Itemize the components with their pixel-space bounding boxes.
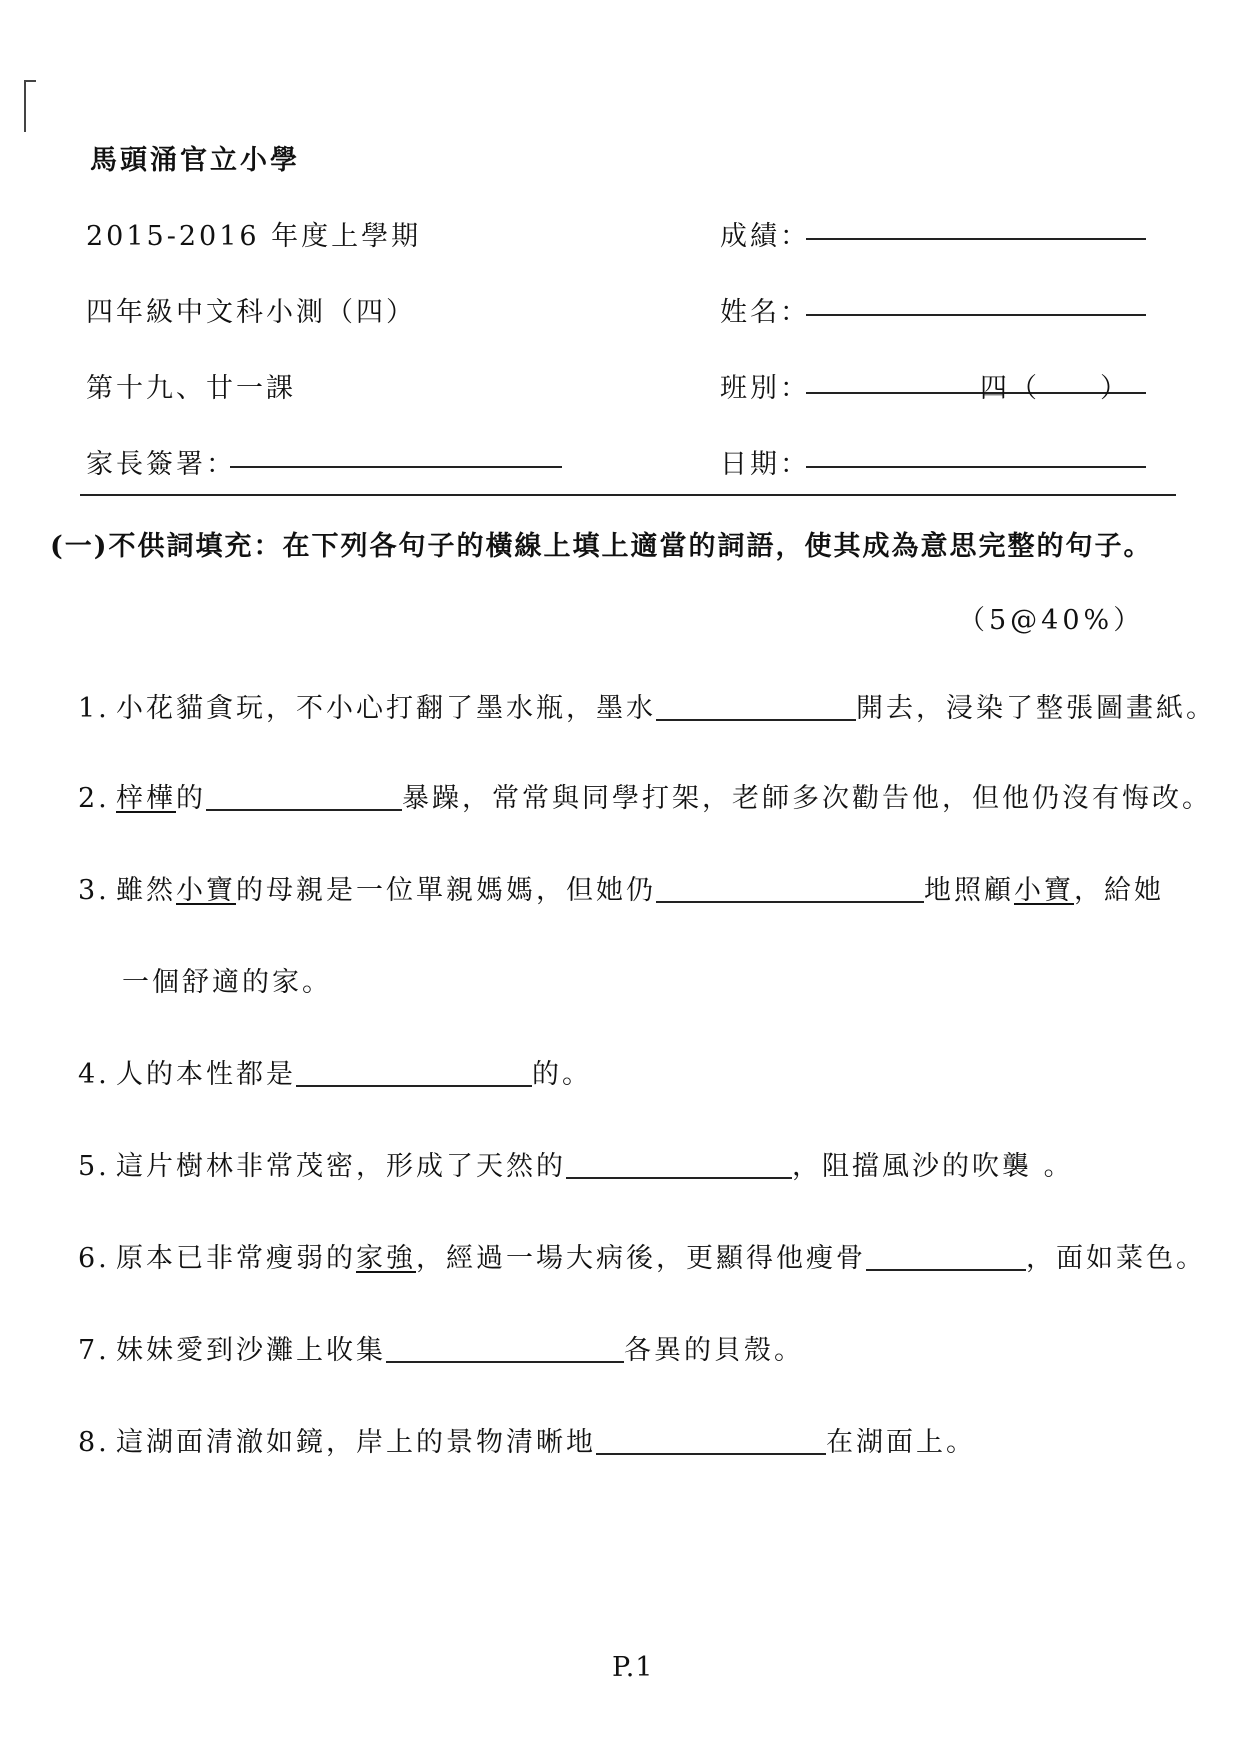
- proper-name: 小寶: [176, 875, 236, 906]
- question-number: 5.: [78, 1151, 110, 1182]
- name-field[interactable]: [806, 314, 1146, 316]
- question-6: 6. 原本已非常瘦弱的家強，經過一場大病後，更顯得他瘦骨 ，面如菜色。: [78, 1243, 1206, 1274]
- date-field[interactable]: [806, 466, 1146, 468]
- question-number: 8.: [78, 1427, 110, 1458]
- question-4: 4. 人的本性都是 的。: [78, 1059, 592, 1090]
- parent-sign-field[interactable]: [230, 466, 562, 468]
- page-number: P.1: [612, 1652, 654, 1683]
- score-field[interactable]: [806, 238, 1146, 240]
- answer-blank-7[interactable]: [386, 1335, 624, 1363]
- date-label: 日期：: [720, 449, 810, 480]
- proper-name: 梓樺: [116, 783, 176, 814]
- test-title: 四年級中文科小測（四）: [86, 297, 416, 328]
- proper-name: 小寶: [1014, 875, 1074, 906]
- answer-blank-8[interactable]: [596, 1427, 826, 1455]
- answer-blank-4[interactable]: [296, 1059, 532, 1087]
- lessons: 第十九、廿一課: [86, 373, 296, 404]
- question-3: 3. 雖然小寶的母親是一位單親媽媽，但她仍 地照顧小寶，給她: [78, 875, 1164, 906]
- question-number: 7.: [78, 1335, 110, 1366]
- question-number: 2.: [78, 783, 110, 814]
- answer-blank-6[interactable]: [866, 1243, 1026, 1271]
- parent-sign-label: 家長簽署：: [86, 449, 236, 480]
- section1-title: (一)不供詞填充：在下列各句子的橫線上填上適當的詞語，使其成為意思完整的句子。: [50, 531, 1153, 562]
- proper-name: 家強: [356, 1243, 416, 1274]
- section1-marks: （5@40%）: [958, 605, 1145, 636]
- question-number: 1.: [78, 693, 110, 724]
- question-number: 6.: [78, 1243, 110, 1274]
- question-number: 3.: [78, 875, 110, 906]
- question-5: 5. 這片樹林非常茂密，形成了天然的 ，阻擋風沙的吹襲 。: [78, 1151, 1074, 1182]
- question-1: 1. 小花貓貪玩，不小心打翻了墨水瓶，墨水 開去，浸染了整張圖畫紙。: [78, 693, 1216, 724]
- question-7: 7. 妹妹愛到沙灘上收集 各異的貝殼。: [78, 1335, 804, 1366]
- class-value: 四（ ）: [980, 373, 1130, 404]
- answer-blank-1[interactable]: [656, 693, 856, 721]
- header-divider: [80, 494, 1176, 496]
- answer-blank-2[interactable]: [206, 783, 402, 811]
- answer-blank-5[interactable]: [566, 1151, 792, 1179]
- school-name: 馬頭涌官立小學: [90, 145, 300, 176]
- scan-mark: [24, 80, 26, 132]
- term: 2015-2016 年度上學期: [86, 221, 422, 252]
- class-label: 班別：: [720, 373, 810, 404]
- score-label: 成績：: [720, 221, 810, 252]
- question-8: 8. 這湖面清澈如鏡，岸上的景物清晰地 在湖面上。: [78, 1427, 976, 1458]
- name-label: 姓名：: [720, 297, 810, 328]
- question-number: 4.: [78, 1059, 110, 1090]
- question-2: 2. 梓樺的 暴躁，常常與同學打架，老師多次勸告他，但他仍沒有悔改。: [78, 783, 1212, 814]
- answer-blank-3[interactable]: [656, 875, 924, 903]
- scan-mark: [26, 80, 36, 82]
- question-3-continued: 一個舒適的家。: [122, 967, 332, 998]
